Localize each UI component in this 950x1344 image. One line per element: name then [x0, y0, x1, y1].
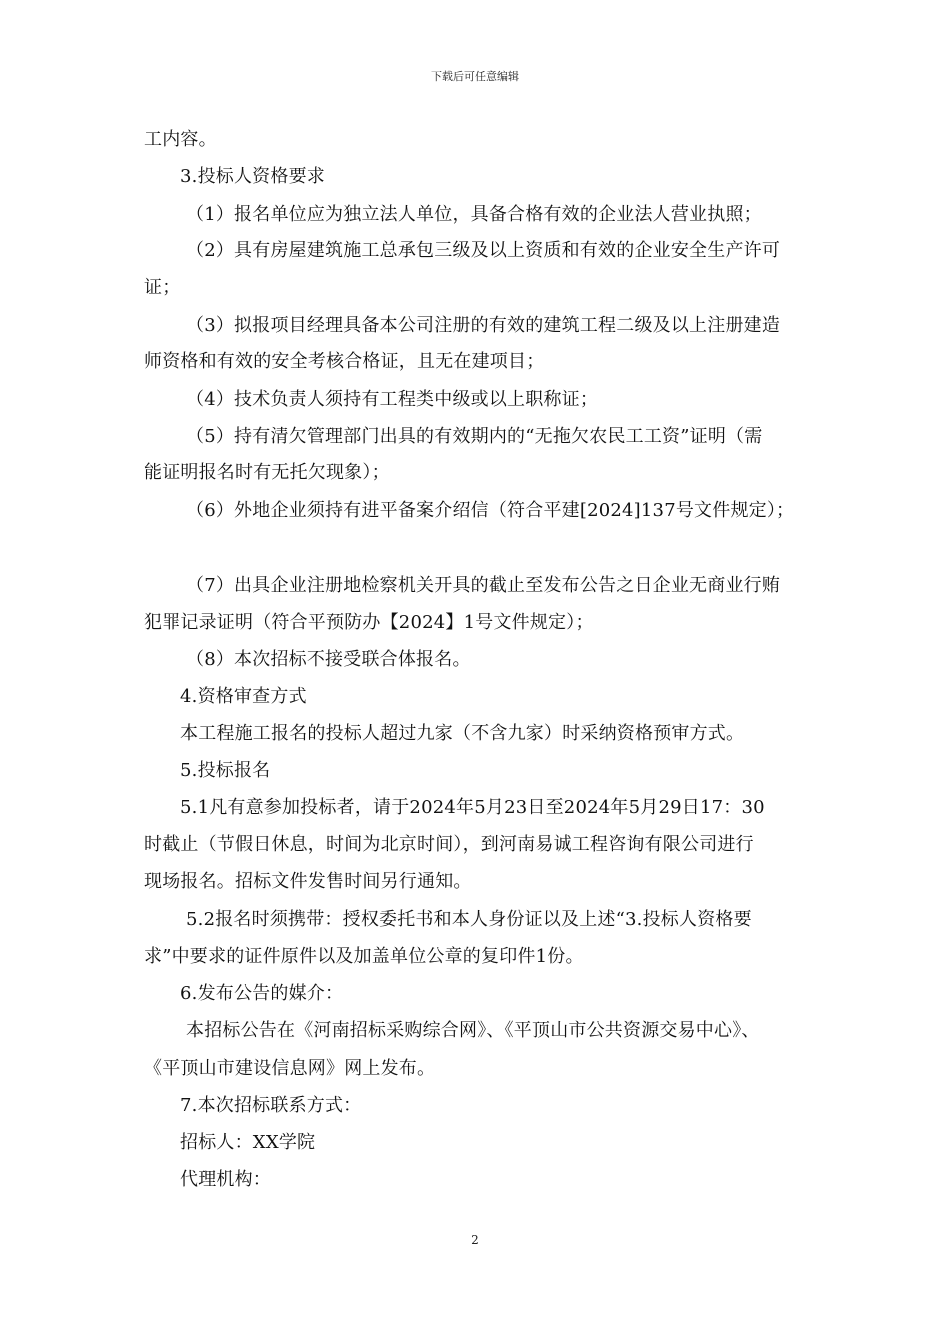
- text-line: （1）报名单位应为独立法人单位，具备合格有效的企业法人营业执照；: [186, 204, 762, 225]
- text-line: （4）技术负责人须持有工程类中级或以上职称证；: [186, 389, 599, 410]
- text-line: 5.2报名时须携带：授权委托书和本人身份证以及上述“3.投标人资格要: [186, 909, 752, 930]
- text-line: （2）具有房屋建筑施工总承包三级及以上资质和有效的企业安全生产许可: [186, 240, 781, 261]
- text-line: （8）本次招标不接受联合体报名。: [186, 649, 471, 670]
- section-heading: 5.投标报名: [180, 760, 271, 781]
- text-line: 犯罪记录证明（符合平预防办【2024】1号文件规定）；: [144, 612, 594, 633]
- text-line: 时截止（节假日休息，时间为北京时间），到河南易诚工程咨询有限公司进行: [144, 834, 754, 855]
- text-line: 能证明报名时有无托欠现象）；: [144, 462, 390, 483]
- section-heading: 3.投标人资格要求: [180, 166, 325, 187]
- text-line: 求”中要求的证件原件以及加盖单位公章的复印件1份。: [144, 946, 584, 967]
- text-line: 5.1凡有意参加投标者，请于2024年5月23日至2024年5月29日17：30: [180, 797, 765, 818]
- section-heading: 6.发布公告的媒介：: [180, 983, 344, 1004]
- text-line: 招标人：XX学院: [180, 1132, 316, 1153]
- text-line: 代理机构：: [180, 1169, 271, 1190]
- text-line: （6）外地企业须持有进平备案介绍信（符合平建[2024]137号文件规定）；: [186, 500, 795, 521]
- page-number: 2: [471, 1233, 479, 1247]
- text-line: 现场报名。招标文件发售时间另行通知。: [144, 871, 472, 892]
- text-line: 本工程施工报名的投标人超过九家（不含九家）时采纳资格预审方式。: [180, 723, 745, 744]
- text-line: （7）出具企业注册地检察机关开具的截止至发布公告之日企业无商业行贿: [186, 575, 781, 596]
- text-line: 《平顶山市建设信息网》网上发布。: [144, 1058, 436, 1079]
- text-line: （3）拟报项目经理具备本公司注册的有效的建筑工程二级及以上注册建造: [186, 315, 781, 336]
- text-line: 本招标公告在《河南招标采购综合网》、《平顶山市公共资源交易中心》、: [186, 1020, 760, 1041]
- text-line: 师资格和有效的安全考核合格证，且无在建项目；: [144, 351, 545, 372]
- text-line: （5）持有清欠管理部门出具的有效期内的“无拖欠农民工工资”证明（需: [186, 426, 763, 447]
- section-heading: 4.资格审查方式: [180, 686, 307, 707]
- section-heading: 7.本次招标联系方式：: [180, 1095, 362, 1116]
- text-line: 工内容。: [144, 129, 217, 150]
- text-line: 证；: [144, 277, 181, 298]
- page-header-note: 下载后可任意编辑: [431, 70, 519, 83]
